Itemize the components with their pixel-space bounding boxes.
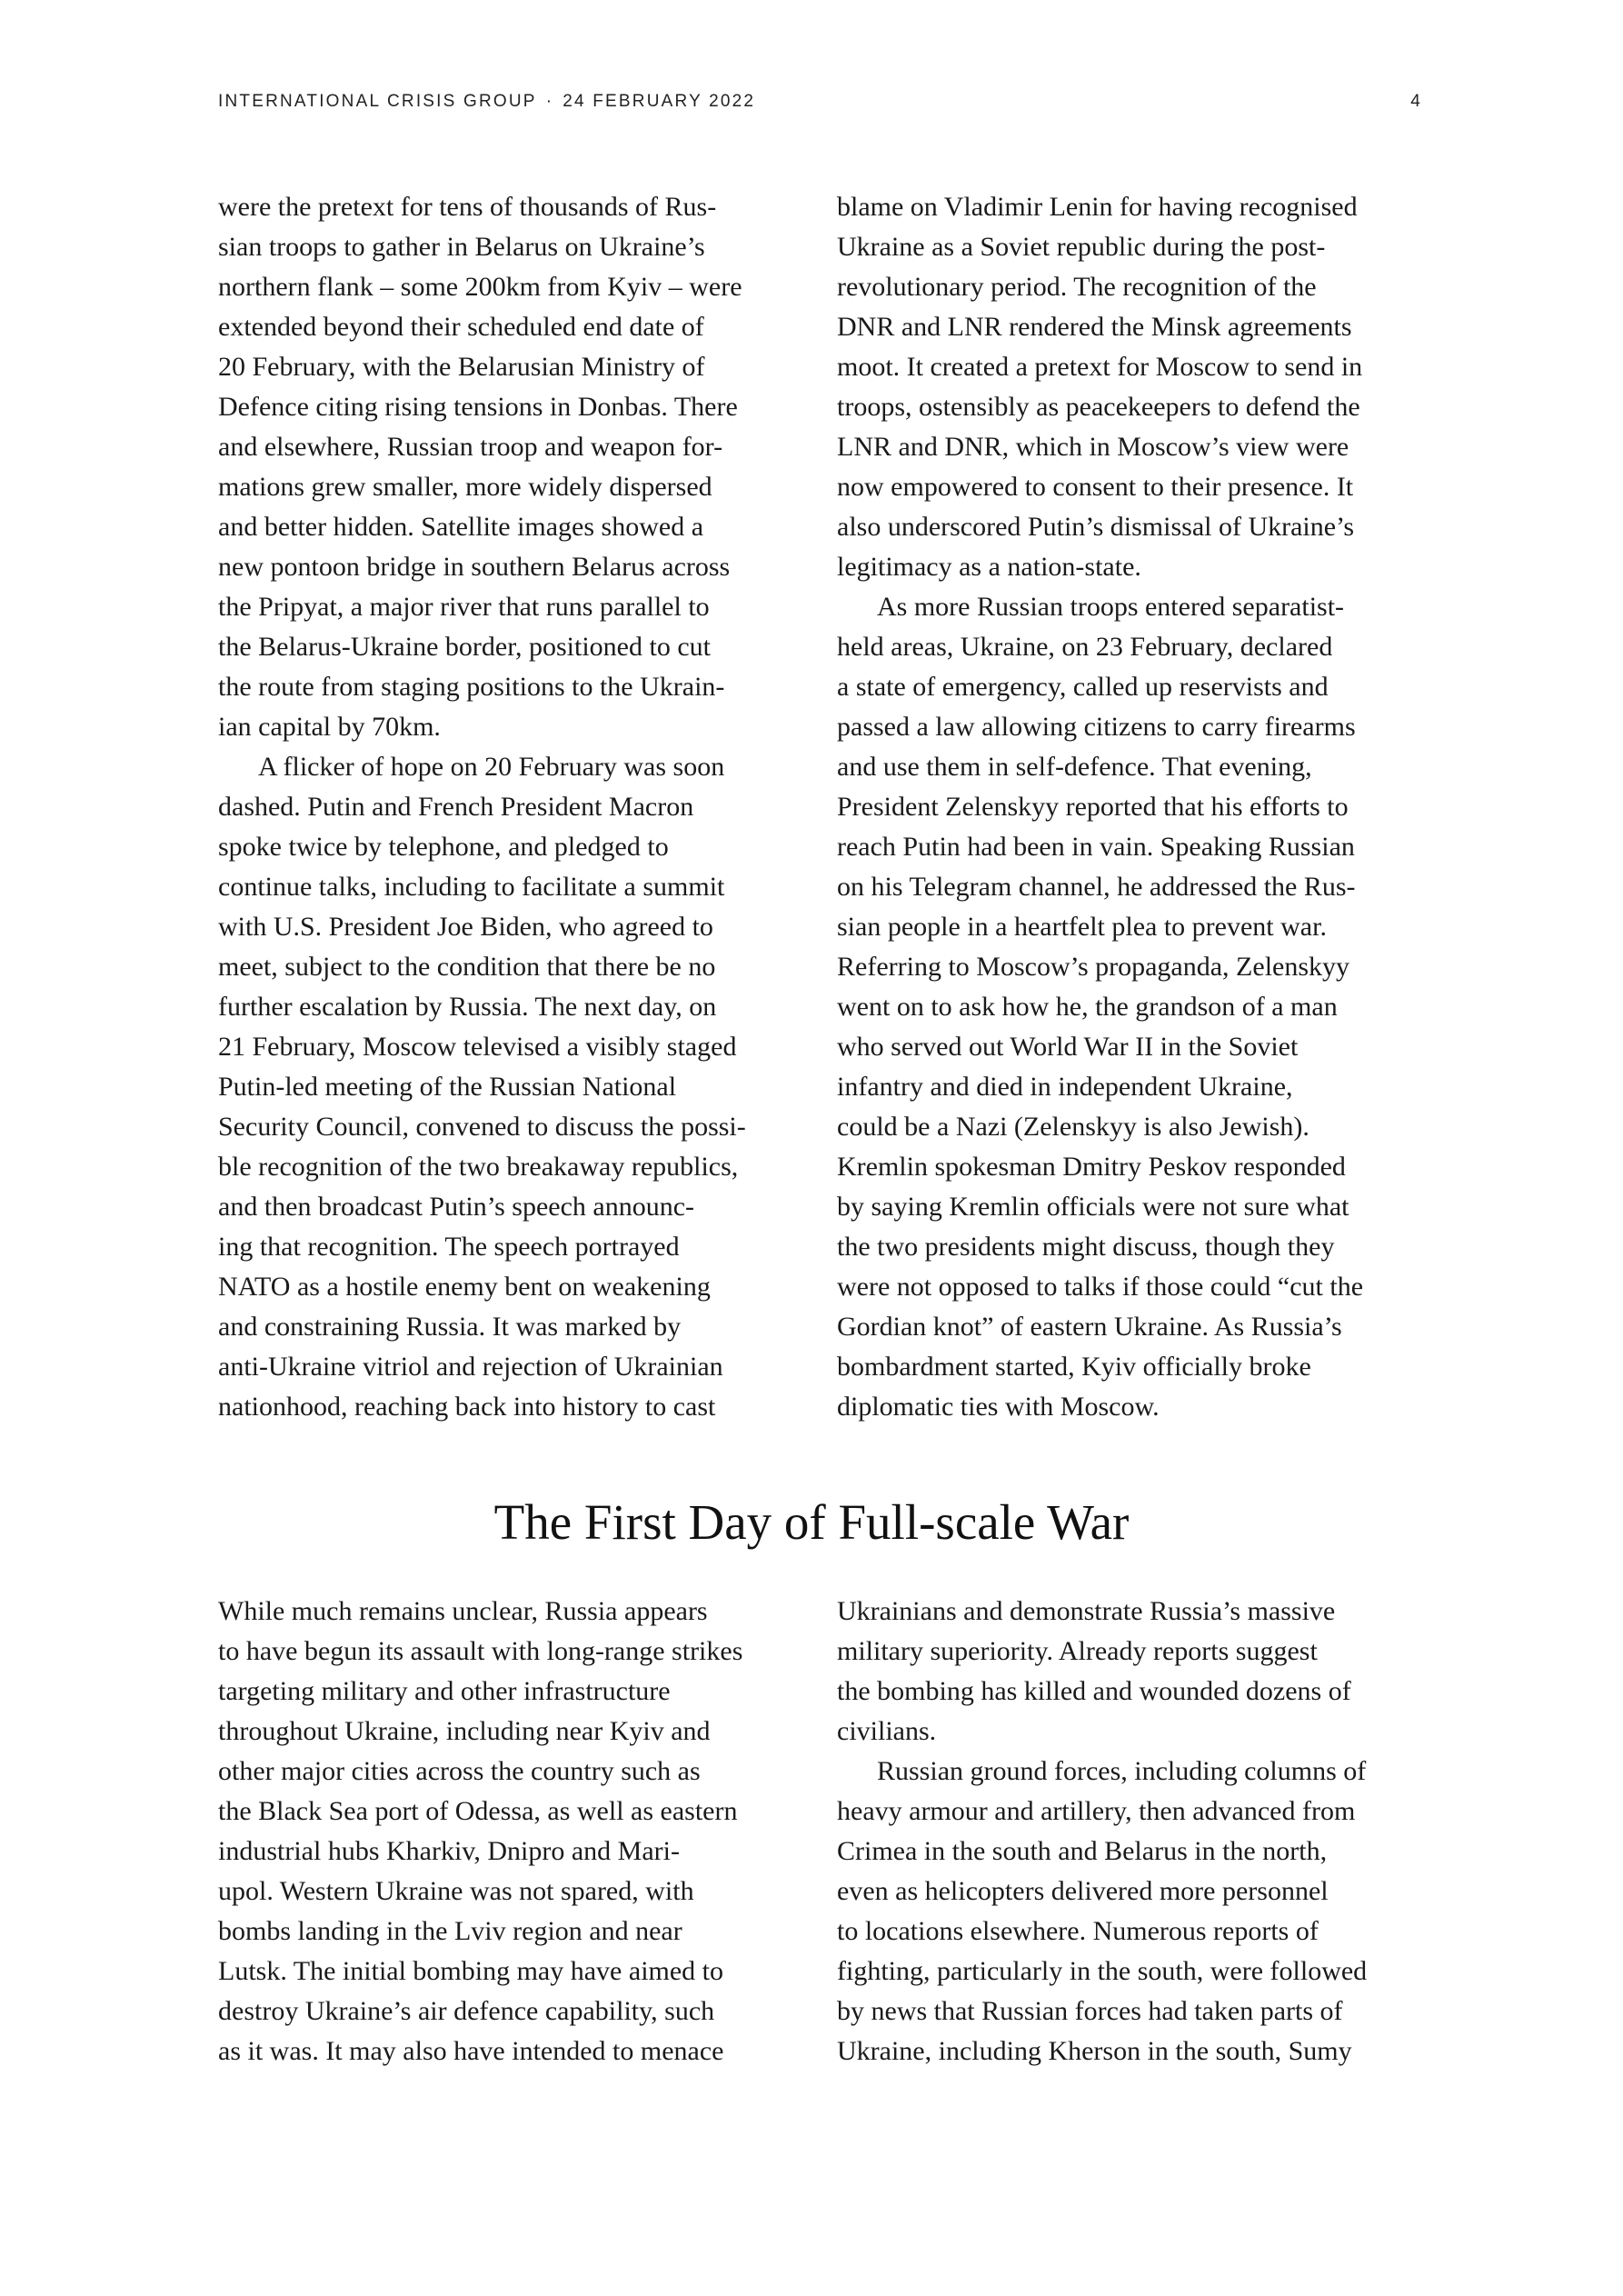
text-line: industrial hubs Kharkiv, Dnipro and Mari-: [218, 1836, 680, 1866]
text-line: upol. Western Ukraine was not spared, with: [218, 1876, 694, 1906]
upper-left-column: [218, 187, 800, 1427]
text-line: While much remains unclear, Russia appears: [218, 1596, 708, 1626]
text-line: diplomatic ties with Moscow.: [837, 1392, 1160, 1422]
text-line: held areas, Ukraine, on 23 February, declared: [837, 632, 1333, 662]
text-line: moot. It created a pretext for Moscow to send in: [837, 352, 1363, 382]
text-line: also underscored Putin’s dismissal of Ukraine’s: [837, 512, 1355, 542]
text-line: continue talks, including to facilitate a summit: [218, 872, 725, 902]
text-line: the Belarus-Ukraine border, positioned to cut: [218, 632, 711, 662]
header-separator: ·: [545, 92, 554, 111]
text-line: bombs landing in the Lviv region and near: [218, 1916, 682, 1946]
text-line: and constraining Russia. It was marked by: [218, 1312, 682, 1342]
text-line: northern flank – some 200km from Kyiv – were: [218, 272, 742, 302]
text-line: to locations elsewhere. Numerous reports of: [837, 1916, 1319, 1946]
text-line: other major cities across the country such as: [218, 1756, 701, 1786]
text-line: as it was. It may also have intended to menace: [218, 2036, 724, 2066]
text-line: sian troops to gather in Belarus on Ukraine’s: [218, 232, 705, 262]
text-line: legitimacy as a nation-state.: [837, 552, 1141, 582]
text-line: the bombing has killed and wounded dozens of: [837, 1676, 1351, 1706]
paragraph-first-line: A flicker of hope on 20 February was soon: [258, 752, 725, 782]
text-line: mations grew smaller, more widely dispersed: [218, 472, 712, 502]
upper-right-column: [837, 187, 1437, 1427]
text-line: Security Council, convened to discuss the possi-: [218, 1112, 746, 1142]
paragraph-first-line: As more Russian troops entered separatist-: [877, 592, 1345, 622]
text-line: 21 February, Moscow televised a visibly staged: [218, 1032, 737, 1062]
text-line: sian people in a heartfelt plea to prevent war.: [837, 912, 1327, 942]
text-line: blame on Vladimir Lenin for having recognised: [837, 192, 1358, 222]
page-number: 4: [1410, 92, 1422, 111]
text-line: further escalation by Russia. The next day, on: [218, 992, 717, 1022]
text-line: ble recognition of the two breakaway republics,: [218, 1152, 739, 1182]
text-line: could be a Nazi (Zelenskyy is also Jewish).: [837, 1112, 1309, 1142]
text-line: by news that Russian forces had taken parts of: [837, 1996, 1343, 2026]
text-line: Ukraine as a Soviet republic during the post-: [837, 232, 1326, 262]
text-line: now empowered to consent to their presence. It: [837, 472, 1354, 502]
text-line: and then broadcast Putin’s speech announc-: [218, 1192, 695, 1222]
text-line: ing that recognition. The speech portrayed: [218, 1232, 680, 1262]
lower-left-column: [218, 1592, 800, 2071]
text-line: and use them in self-defence. That evening,: [837, 752, 1312, 782]
text-line: and better hidden. Satellite images showed a: [218, 512, 704, 542]
text-line: bombardment started, Kyiv officially broke: [837, 1352, 1311, 1382]
text-line: Ukrainians and demonstrate Russia’s massive: [837, 1596, 1336, 1626]
text-line: extended beyond their scheduled end date of: [218, 312, 704, 342]
text-line: Gordian knot” of eastern Ukraine. As Russia’s: [837, 1312, 1342, 1342]
text-line: Referring to Moscow’s propaganda, Zelenskyy: [837, 952, 1350, 982]
text-line: to have begun its assault with long-range strikes: [218, 1636, 743, 1666]
publisher-name: INTERNATIONAL CRISIS GROUP: [218, 92, 537, 111]
text-line: throughout Ukraine, including near Kyiv and: [218, 1716, 711, 1746]
text-line: dashed. Putin and French President Macron: [218, 792, 694, 822]
text-line: who served out World War II in the Soviet: [837, 1032, 1299, 1062]
text-line: NATO as a hostile enemy bent on weakening: [218, 1272, 711, 1302]
text-line: anti-Ukraine vitriol and rejection of Ukrainian: [218, 1352, 723, 1382]
text-line: spoke twice by telephone, and pledged to: [218, 832, 669, 862]
text-line: a state of emergency, called up reservists and: [837, 672, 1329, 702]
text-line: troops, ostensibly as peacekeepers to defend the: [837, 392, 1360, 422]
text-line: revolutionary period. The recognition of the: [837, 272, 1317, 302]
text-line: DNR and LNR rendered the Minsk agreements: [837, 312, 1352, 342]
text-line: meet, subject to the condition that there be no: [218, 952, 716, 982]
text-line: the route from staging positions to the Ukrain-: [218, 672, 725, 702]
text-line: nationhood, reaching back into history to cast: [218, 1392, 716, 1422]
paragraph-first-line: Russian ground forces, including columns of: [877, 1756, 1367, 1786]
running-header: [218, 92, 1422, 123]
text-line: Putin-led meeting of the Russian National: [218, 1072, 677, 1102]
text-line: ian capital by 70km.: [218, 712, 441, 742]
text-line: passed a law allowing citizens to carry firearms: [837, 712, 1356, 742]
header-left: [218, 92, 755, 112]
text-line: 20 February, with the Belarusian Ministry of: [218, 352, 705, 382]
text-line: and elsewhere, Russian troop and weapon for-: [218, 432, 723, 462]
text-line: Ukraine, including Kherson in the south, Sumy: [837, 2036, 1352, 2066]
text-line: Crimea in the south and Belarus in the north,: [837, 1836, 1328, 1866]
text-line: new pontoon bridge in southern Belarus across: [218, 552, 731, 582]
lower-right-column: [837, 1592, 1437, 2071]
text-line: heavy armour and artillery, then advanced from: [837, 1796, 1356, 1826]
text-line: by saying Kremlin officials were not sure what: [837, 1192, 1349, 1222]
text-line: even as helicopters delivered more personnel: [837, 1876, 1329, 1906]
text-line: were not opposed to talks if those could “cut the: [837, 1272, 1364, 1302]
text-line: destroy Ukraine’s air defence capability, such: [218, 1996, 715, 2026]
text-line: Kremlin spokesman Dmitry Peskov responded: [837, 1152, 1346, 1182]
text-line: Defence citing rising tensions in Donbas. There: [218, 392, 738, 422]
text-line: went on to ask how he, the grandson of a man: [837, 992, 1338, 1022]
text-line: Lutsk. The initial bombing may have aimed to: [218, 1956, 724, 1986]
publication-date: 24 FEBRUARY 2022: [563, 92, 756, 111]
text-line: on his Telegram channel, he addressed the Rus-: [837, 872, 1356, 902]
text-line: civilians.: [837, 1716, 937, 1746]
text-line: LNR and DNR, which in Moscow’s view were: [837, 432, 1349, 462]
text-line: with U.S. President Joe Biden, who agreed to: [218, 912, 713, 942]
text-line: were the pretext for tens of thousands of Rus-: [218, 192, 717, 222]
text-line: reach Putin had been in vain. Speaking Russian: [837, 832, 1355, 862]
text-line: the two presidents might discuss, though they: [837, 1232, 1335, 1262]
text-line: President Zelenskyy reported that his efforts to: [837, 792, 1349, 822]
text-line: infantry and died in independent Ukraine,: [837, 1072, 1293, 1102]
text-line: the Pripyat, a major river that runs parallel to: [218, 592, 710, 622]
text-line: targeting military and other infrastructure: [218, 1676, 671, 1706]
text-line: military superiority. Already reports suggest: [837, 1636, 1318, 1666]
section-heading: The First Day of Full-scale War: [493, 1494, 1130, 1550]
text-line: fighting, particularly in the south, were followed: [837, 1956, 1368, 1986]
text-line: the Black Sea port of Odessa, as well as eastern: [218, 1796, 738, 1826]
